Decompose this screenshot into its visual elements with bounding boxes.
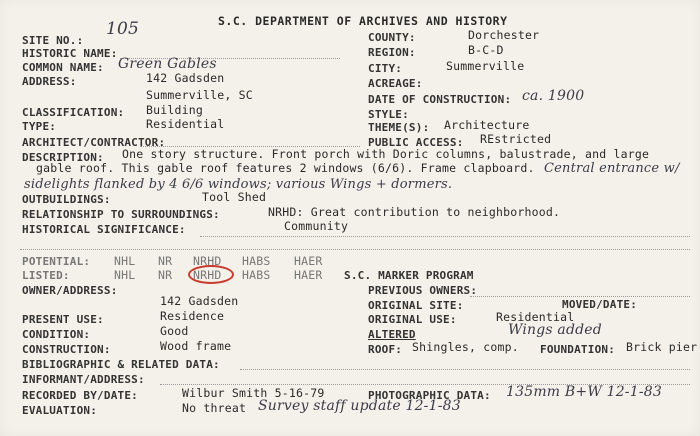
historic-name-label: HISTORIC NAME:	[22, 47, 118, 60]
recorded-label: RECORDED BY/DATE:	[22, 389, 138, 402]
address-line2: Summerville, SC	[146, 88, 253, 102]
listed-nrhd: NRHD	[193, 268, 222, 282]
informant-line	[160, 384, 690, 385]
architect-line	[140, 146, 360, 147]
region-value: B-C-D	[468, 43, 504, 57]
photo-value: 135mm B+W 12-1-83	[506, 384, 662, 400]
biblio-label: BIBLIOGRAPHIC & RELATED DATA:	[22, 358, 220, 371]
themes-label: THEME(S):	[368, 121, 430, 134]
listed-haer: HAER	[294, 268, 323, 282]
potential-nhl: NHL	[114, 254, 136, 268]
recorded-value: Wilbur Smith 5-16-79	[182, 386, 325, 400]
present-use-label: PRESENT USE:	[22, 313, 104, 326]
photo-label: PHOTOGRAPHIC DATA:	[368, 389, 491, 402]
roof-label: ROOF:	[368, 343, 403, 356]
public-access-value: REstricted	[480, 132, 552, 146]
original-site-label: ORIGINAL SITE:	[368, 299, 464, 312]
region-label: REGION:	[368, 46, 416, 59]
address-label: ADDRESS:	[22, 75, 77, 88]
description-handwritten-2: sidelights flanked by 4 6/6 windows; various Wings + dormers.	[24, 177, 453, 192]
style-label: STYLE:	[368, 108, 409, 121]
previous-owners-label: PREVIOUS OWNERS:	[368, 284, 478, 297]
acreage-label: ACREAGE:	[368, 77, 423, 90]
owner-value: 142 Gadsden	[160, 294, 239, 308]
county-value: Dorchester	[468, 28, 540, 42]
significance-label: HISTORICAL SIGNIFICANCE:	[22, 223, 186, 236]
evaluation-value: No threat	[182, 401, 247, 415]
altered-label: ALTERED	[368, 328, 416, 341]
previous-owners-line	[470, 296, 690, 297]
significance-value: Community	[284, 219, 349, 233]
foundation-label: FOUNDATION:	[540, 343, 616, 356]
listed-nr: NR	[158, 268, 173, 282]
classification-value: Building	[146, 103, 203, 117]
roof-value: Shingles, comp.	[412, 340, 519, 354]
construction-label: CONSTRUCTION:	[22, 343, 111, 356]
original-use-label: ORIGINAL USE:	[368, 313, 457, 326]
owner-label: OWNER/ADDRESS:	[22, 284, 118, 297]
biblio-line	[240, 369, 690, 370]
card-header: S.C. DEPARTMENT OF ARCHIVES AND HISTORY	[218, 14, 508, 28]
potential-nrhd: NRHD	[193, 254, 222, 268]
altered-value: Wings added	[508, 322, 602, 338]
construction-value: Wood frame	[160, 339, 232, 353]
city-label: CITY:	[368, 62, 403, 75]
significance-line	[200, 236, 690, 237]
section-divider	[20, 249, 690, 250]
description-line2: gable roof. This gable roof features 2 windows (6/6). Frame clapboard.	[36, 161, 535, 175]
city-value: Summerville	[446, 59, 525, 73]
relationship-value: NRHD: Great contribution to neighborhood.	[268, 205, 561, 219]
type-value: Residential	[146, 117, 225, 131]
marker-program: S.C. MARKER PROGRAM	[344, 269, 474, 282]
public-access-label: PUBLIC ACCESS:	[368, 136, 464, 149]
listed-label: LISTED:	[22, 269, 70, 282]
listed-habs: HABS	[242, 268, 271, 282]
description-line1: One story structure. Front porch with Doric columns, balustrade, and large	[122, 147, 650, 161]
common-name-value: Green Gables	[118, 56, 217, 72]
evaluation-label: EVALUATION:	[22, 404, 98, 417]
potential-habs: HABS	[242, 254, 271, 268]
date-construction-label: DATE OF CONSTRUCTION:	[368, 93, 512, 106]
moved-date-label: MOVED/DATE:	[562, 298, 638, 311]
condition-label: CONDITION:	[22, 328, 91, 341]
date-construction-value: ca. 1900	[522, 88, 585, 104]
address-line1: 142 Gadsden	[146, 71, 225, 85]
present-use-value: Residence	[160, 309, 225, 323]
classification-label: CLASSIFICATION:	[22, 106, 125, 119]
listed-nhl: NHL	[114, 268, 136, 282]
evaluation-handwritten: Survey staff update 12-1-83	[258, 398, 461, 414]
type-label: TYPE:	[22, 120, 57, 133]
foundation-value: Brick pier	[626, 340, 698, 354]
original-use-value: Residential	[496, 310, 575, 324]
outbuildings-label: OUTBUILDINGS:	[22, 193, 111, 206]
common-name-label: COMMON NAME:	[22, 61, 104, 74]
description-handwritten-1: Central entrance w/	[544, 161, 680, 176]
outbuildings-value: Tool Shed	[202, 190, 267, 204]
county-label: COUNTY:	[368, 31, 416, 44]
informant-label: INFORMANT/ADDRESS:	[22, 373, 145, 386]
architect-label: ARCHITECT/CONTRACTOR:	[22, 136, 166, 149]
potential-nr: NR	[158, 254, 173, 268]
relationship-label: RELATIONSHIP TO SURROUNDINGS:	[22, 208, 220, 221]
condition-value: Good	[160, 324, 189, 338]
site-no-label: SITE NO.:	[22, 34, 84, 47]
potential-label: POTENTIAL:	[22, 255, 91, 268]
site-no-value: 105	[106, 19, 140, 39]
themes-value: Architecture	[444, 118, 530, 132]
description-label: DESCRIPTION:	[22, 151, 104, 164]
potential-haer: HAER	[294, 254, 323, 268]
nrhd-circle-mark	[188, 265, 234, 284]
